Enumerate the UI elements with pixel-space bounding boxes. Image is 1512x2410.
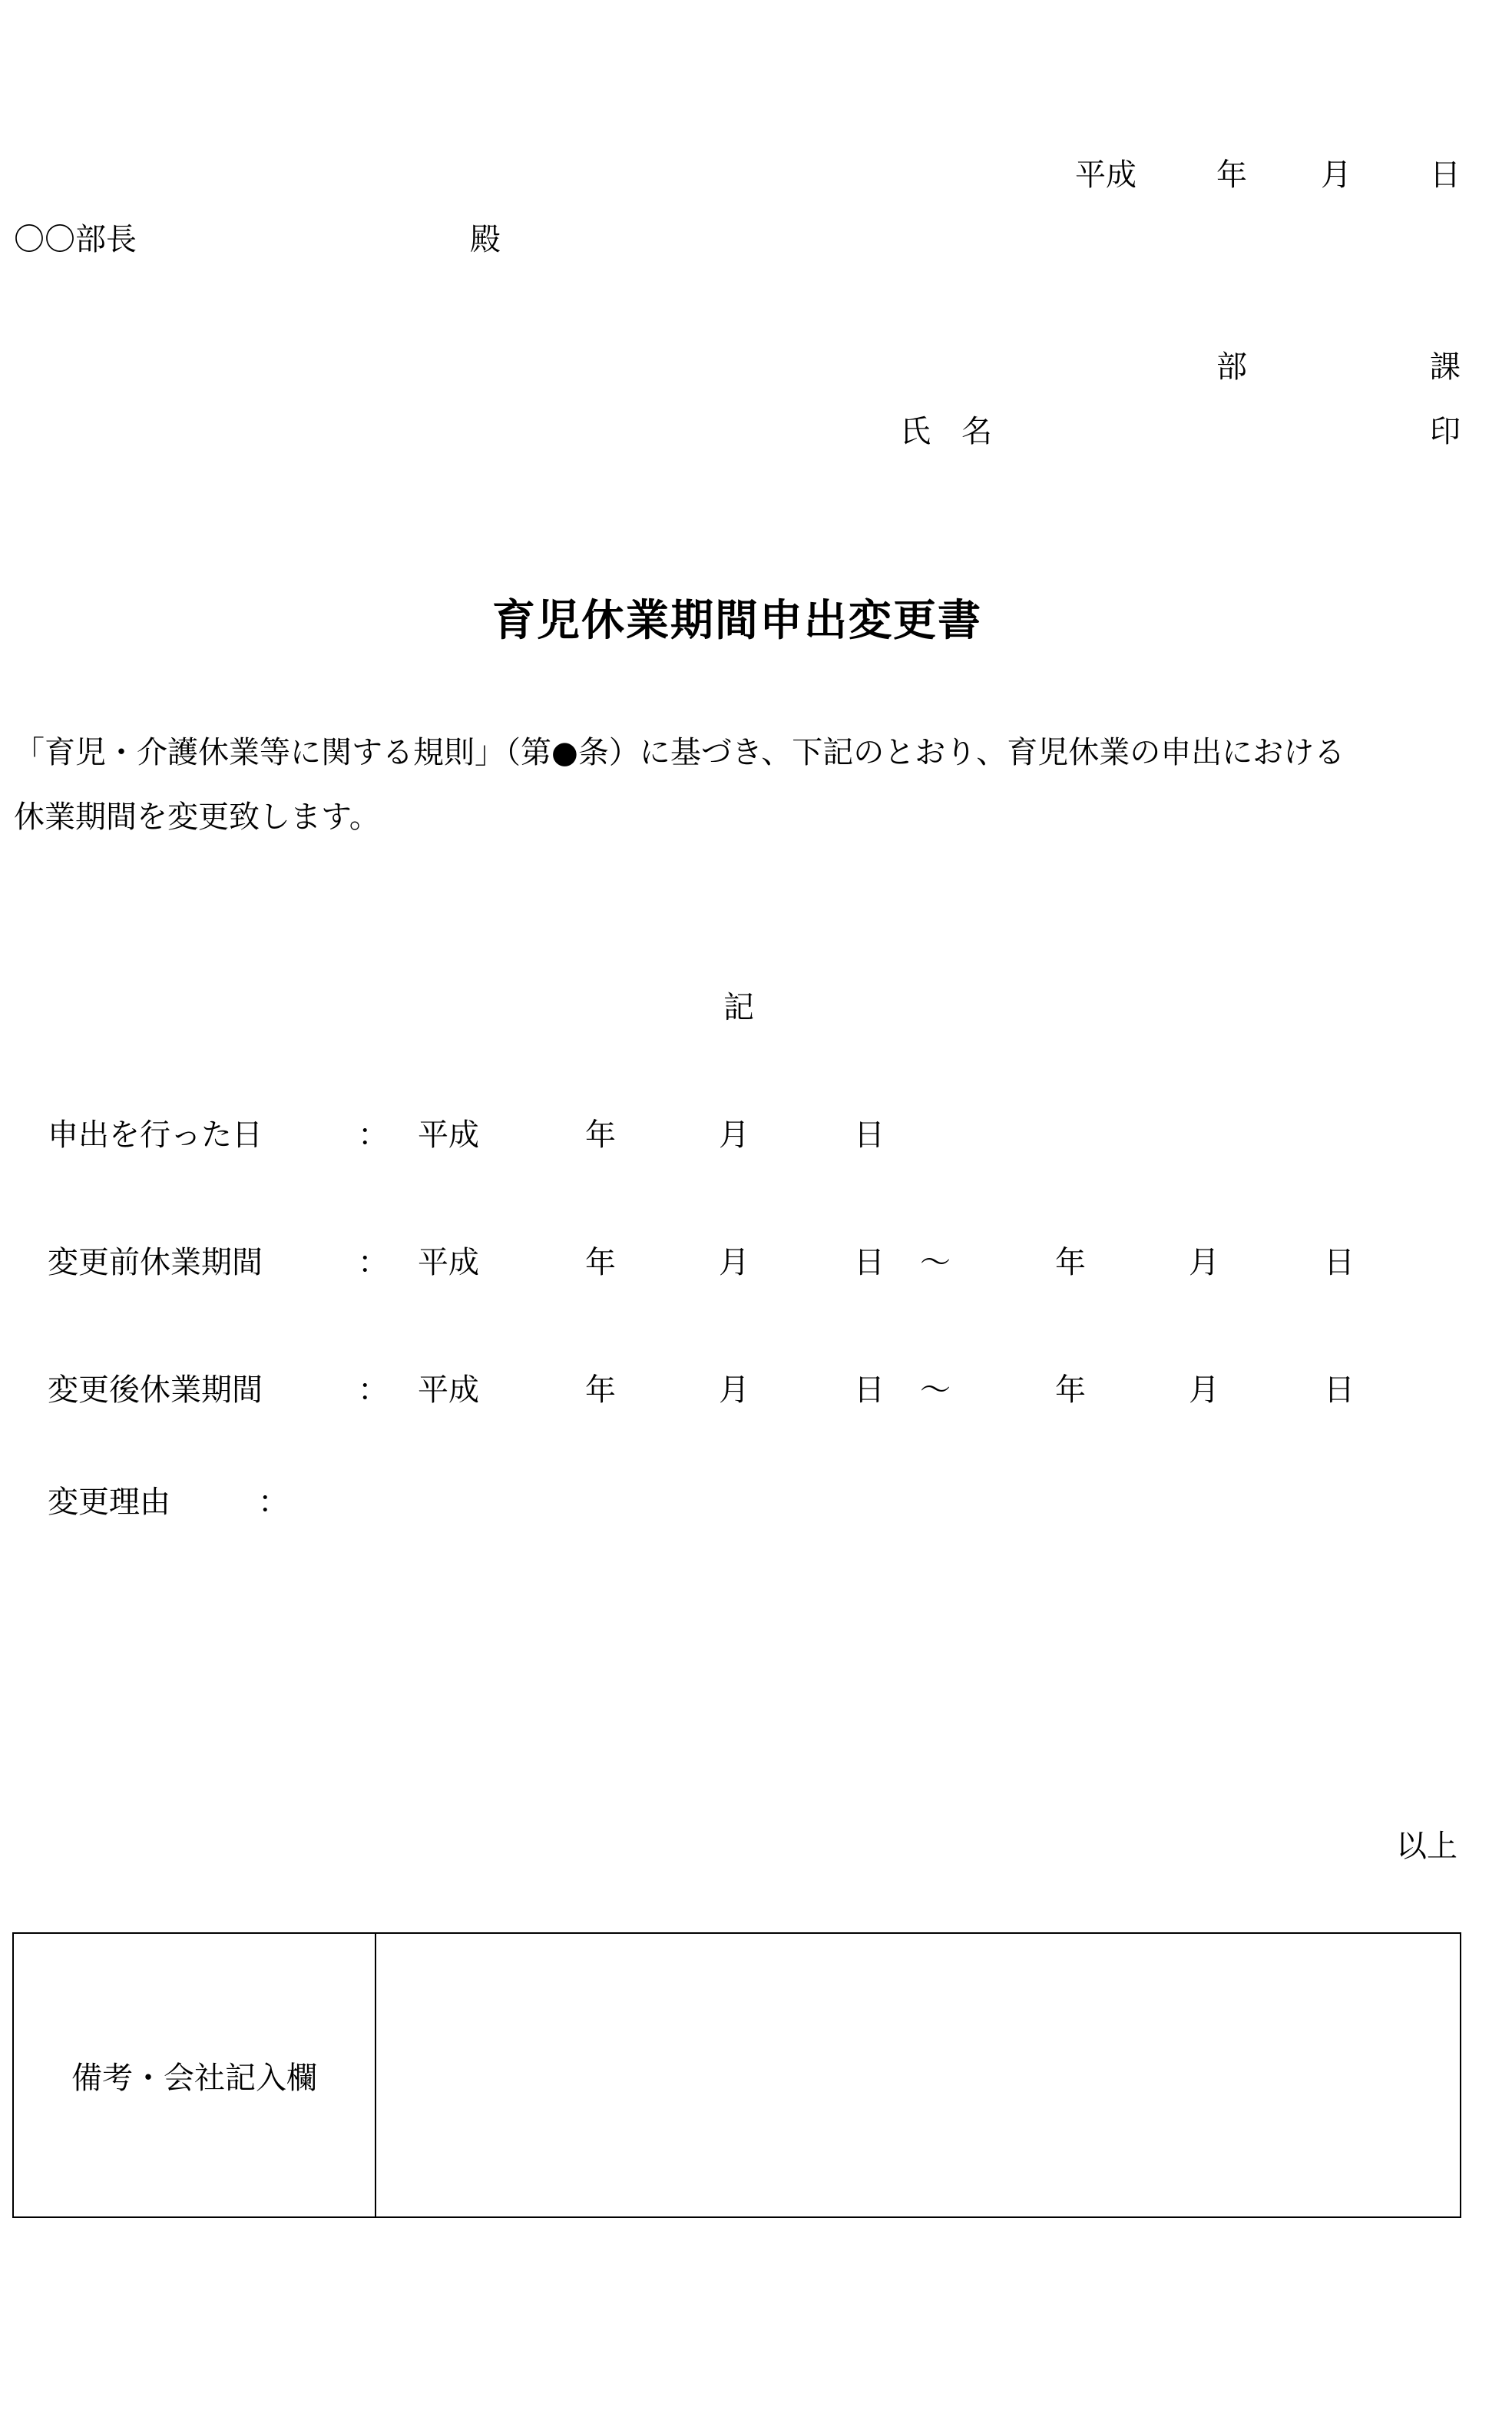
item-label: 変更理由: [48, 1485, 170, 1520]
item-tilde: 〜: [920, 1372, 951, 1408]
remarks-table: [12, 1932, 1461, 2218]
applicant-seal: 印: [1430, 414, 1461, 449]
applicant-section: 課: [1430, 349, 1461, 385]
closing-ijou: 以上: [1396, 1829, 1457, 1864]
item-day: 日: [854, 1245, 885, 1280]
applicant-dept: 部: [1216, 349, 1247, 385]
header-date-day: 日: [1430, 157, 1461, 193]
item-day: 日: [854, 1117, 885, 1153]
item-colon: ：: [358, 1117, 389, 1153]
item-tilde: 〜: [920, 1245, 951, 1280]
item-year: 年: [585, 1245, 616, 1280]
applicant-name-label: 氏 名: [900, 414, 992, 449]
body-line-2: 休業期間を変更致します。: [14, 799, 380, 835]
item-month-end: 月: [1189, 1372, 1219, 1408]
header-date-year: 年: [1216, 157, 1247, 193]
item-month-end: 月: [1189, 1245, 1219, 1280]
item-day-end: 日: [1324, 1245, 1355, 1280]
item-era: 平成: [418, 1372, 479, 1408]
ki-heading: 記: [723, 990, 754, 1025]
item-colon: ：: [358, 1245, 389, 1280]
item-day-end: 日: [1324, 1372, 1355, 1408]
item-year-end: 年: [1055, 1372, 1086, 1408]
item-year: 年: [585, 1372, 616, 1408]
item-label: 変更前休業期間: [48, 1245, 263, 1280]
page-title: 育児休業期間申出変更書: [492, 595, 982, 646]
item-label: 変更後休業期間: [48, 1372, 263, 1408]
item-colon: ：: [258, 1485, 289, 1520]
addressee-name: 〇〇部長: [14, 222, 137, 257]
body-line-1: 「育児・介護休業等に関する規則」（第●条）に基づき、下記のとおり、育児休業の申出における: [14, 735, 1345, 770]
remarks-label: 備考・会社記入欄: [71, 2060, 317, 2096]
addressee-honorific: 殿: [470, 222, 501, 257]
item-label: 申出を行った日: [48, 1117, 263, 1153]
item-month: 月: [719, 1372, 749, 1408]
item-year-end: 年: [1055, 1245, 1086, 1280]
item-era: 平成: [418, 1245, 479, 1280]
header-date-era: 平成: [1075, 157, 1136, 193]
item-day: 日: [854, 1372, 885, 1408]
header-date-month: 月: [1321, 157, 1352, 193]
item-month: 月: [719, 1245, 749, 1280]
item-era: 平成: [418, 1117, 479, 1153]
item-month: 月: [719, 1117, 749, 1153]
item-colon: ：: [358, 1372, 389, 1408]
remarks-divider: [375, 1934, 376, 2216]
item-year: 年: [585, 1117, 616, 1153]
